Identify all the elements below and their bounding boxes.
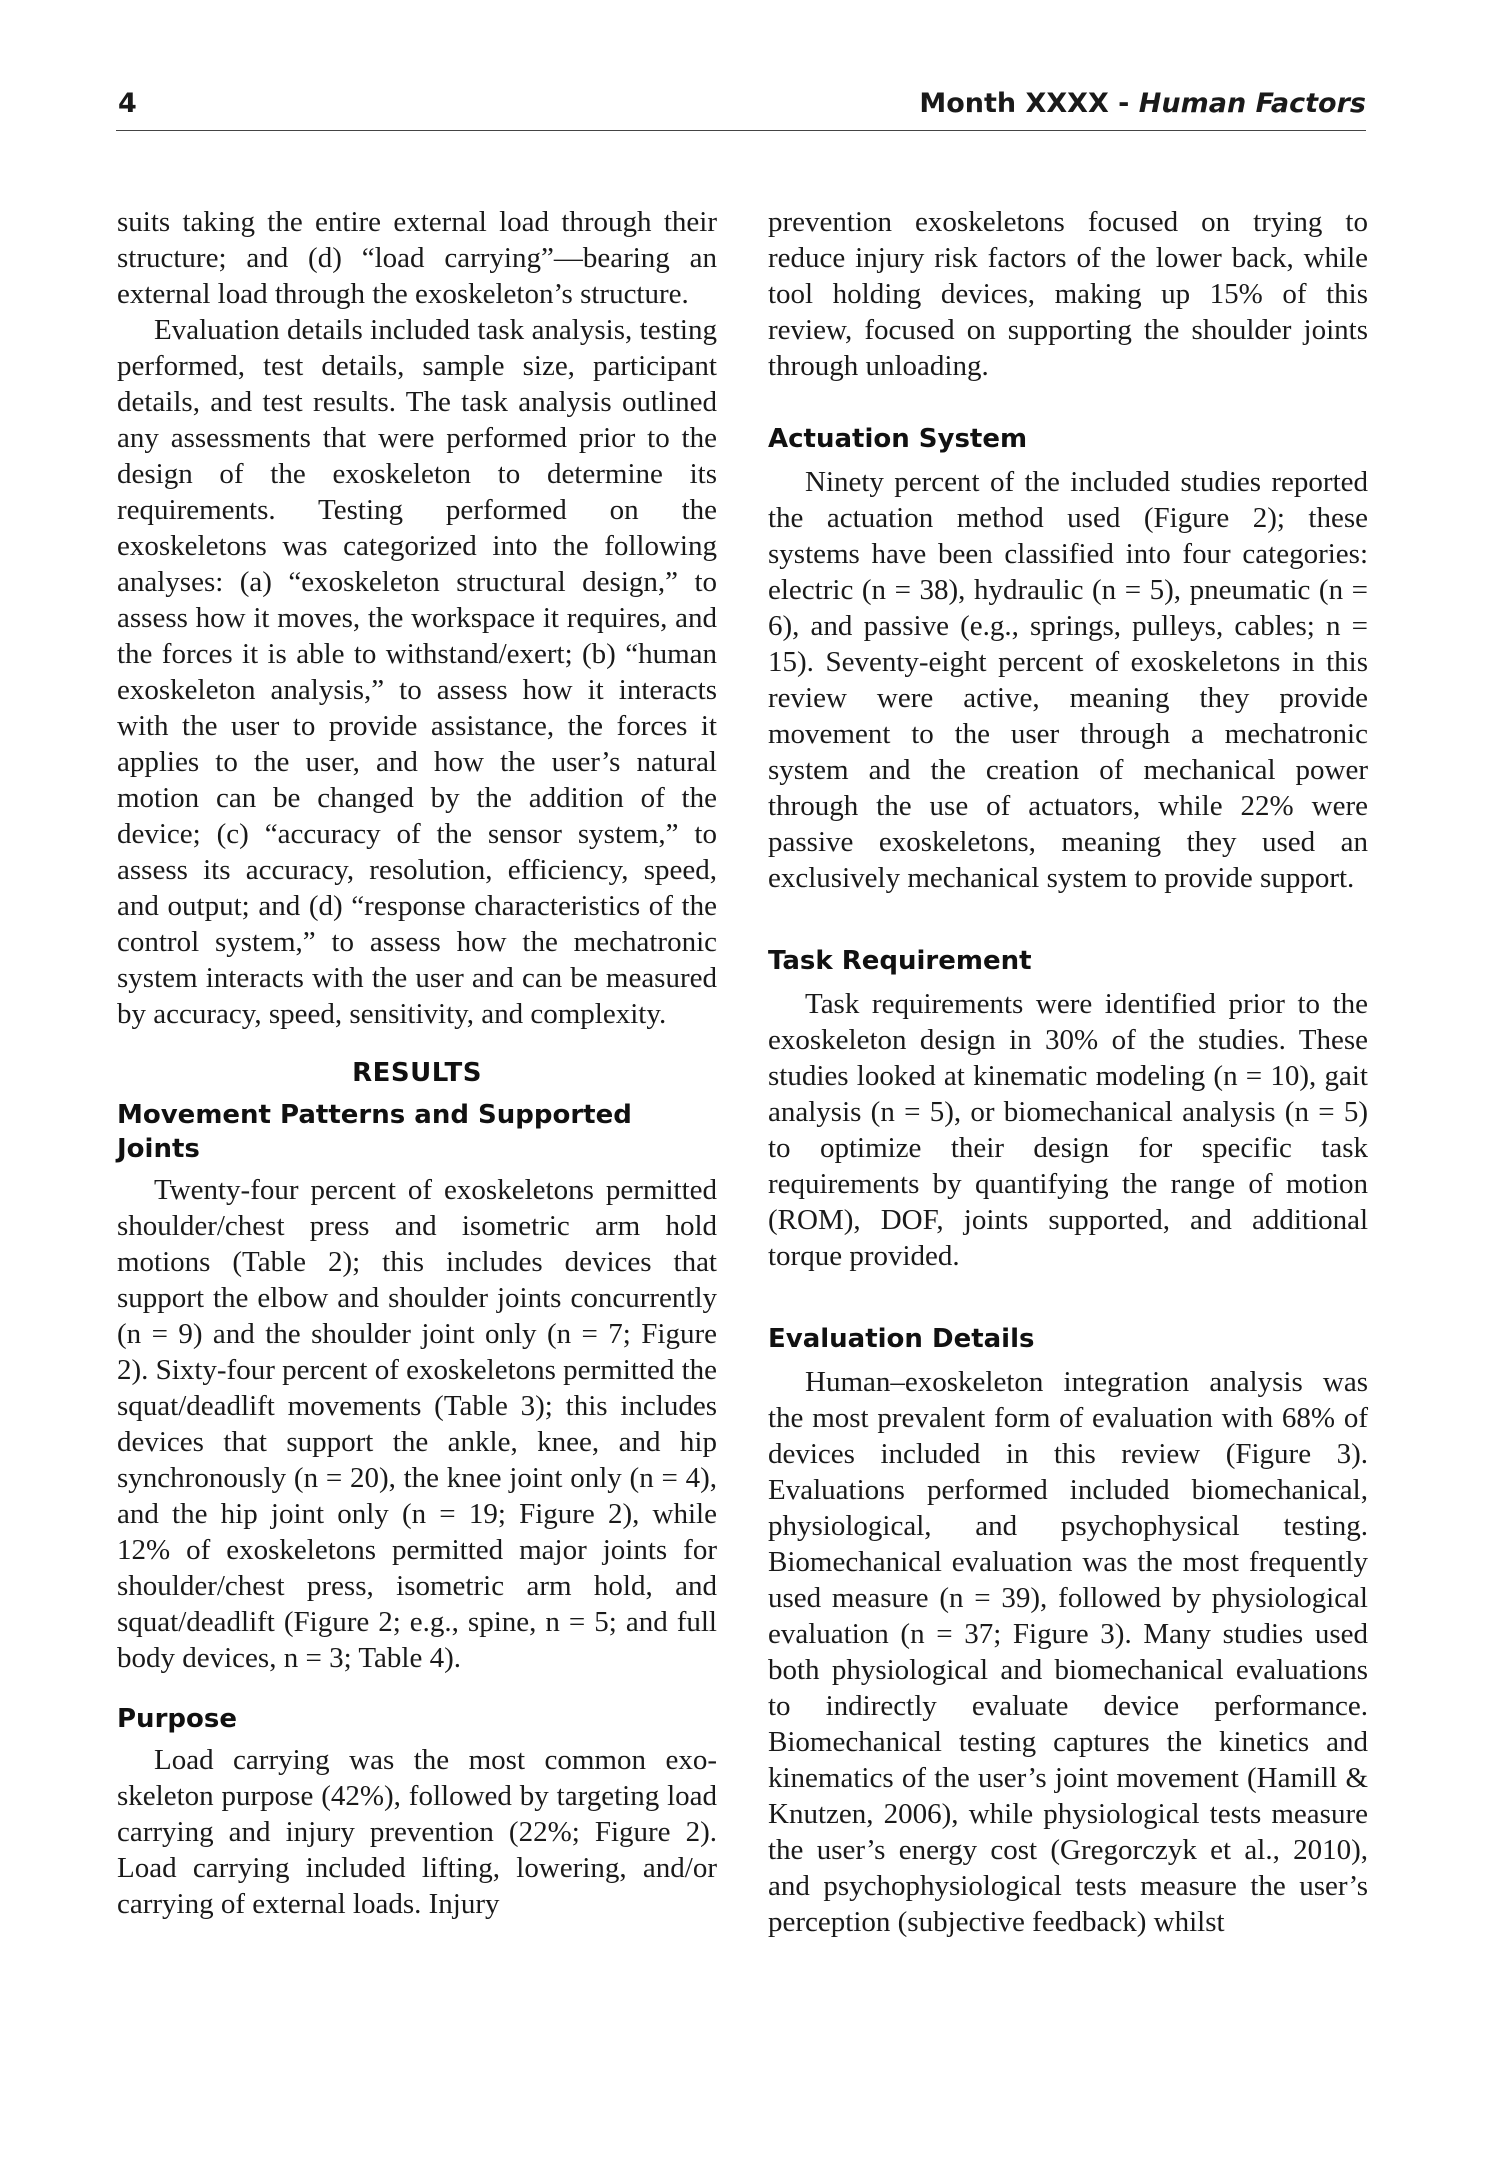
left-column bbox=[117, 204, 717, 1922]
paragraph-actuation-system: Ninety percent of the included studies reported the actuation method used (Figure 2); these systems have been classified into four categories: electric (n = 38), hydraulic (n = 5), pneumatic (n = 6), and passive (e.g., springs, pulleys, cables; n = 15). Seventy-eight percent of exoskeletons in this review were active, meaning they provide movement to the user through a mechatronic system and the creation of mechanical power through the use of actuators, while 22% were passive exoskeletons, meaning they used an exclusively mechanical system to provide support. bbox=[768, 466, 1368, 894]
journal-name: Human Factors bbox=[1138, 88, 1366, 119]
task-requirement-heading: Task Requirement bbox=[768, 946, 1032, 976]
running-header bbox=[116, 86, 1366, 131]
evaluation-details-heading: Evaluation Details bbox=[768, 1324, 1035, 1354]
right-column bbox=[768, 204, 1368, 1940]
paragraph-continued: suits taking the entire external load through their structure; and (d) “load carrying”—bearing an external load through the exoskeleton’s structure. bbox=[117, 206, 717, 310]
paragraph-purpose: Load carrying was the most common exoskeleton purpose (42%), followed by targeting load carrying and injury prevention (22%; Figure 2). Load carrying included lifting, lowering, and/or carrying of external loads. Injury bbox=[117, 1744, 717, 1920]
paragraph-movement-patterns: Twenty-four percent of exoskeletons permitted shoulder/chest press and isometric arm hold motions (Table 2); this includes devices that support the elbow and shoulder joints concurrently (n = 9) and the shoulder joint only (n = 7; Figure 2). Sixty-four percent of exoskeletons permitted the squat/deadlift movements (Table 3); this includes devices that support the ankle, knee, and hip synchronously (n = 20), the knee joint only (n = 4), and the hip joint only (n = 19; Figure 2), while 12% of exoskeletons permitted major joints for shoulder/chest press, isometric arm hold, and squat/deadlift (Figure 2; e.g., spine, n = 5; and full body devices, n = 3; Table 4). bbox=[117, 1174, 717, 1674]
paragraph-evaluation-details-results: Human–exoskeleton integration analysis was the most prevalent form of evaluation with 68% of devices included in this review (Figure 3). Evaluations performed included biomechanical, physiological, and psychophysical testing. Biomechanical evaluation was the most frequently used measure (n = 39), followed by physiological evaluation (n = 37; Figure 3). Many studies used both physiological and biomechanical evaluations to indirectly evaluate device performance. Biomechanical testing captures the kinetics and kinematics of the user’s joint movement (Hamill & Knutzen, 2006), while physiological tests measure the user’s energy cost (Gregorczyk et al., 2010), and psychophysiological tests measure the user’s perception (subjective feedback) whilst bbox=[768, 1366, 1368, 1938]
results-heading: RESULTS bbox=[352, 1058, 482, 1088]
paragraph-evaluation-details: Evaluation details included task analysis, testing performed, test details, sample size, participant details, and test results. The task analysis outlined any assessments that were performed prior to the design of the exoskeleton to determine its requirements. Testing performed on the exoskeletons was categorized into the following analyses: (a) “exoskeleton structural design,” to assess how it moves, the workspace it requires, and the forces it is able to withstand/exert; (b) “human exoskeleton analysis,” to assess how it interacts with the user to provide assistance, the forces it applies to the user, and how the user’s natural motion can be changed by the addition of the device; (c) “accuracy of the sensor system,” to assess its accuracy, resolution, efficiency, speed, and output; and (d) “response characteristics of the control system,” to assess how the mechatronic system interacts with the user and can be measured by accuracy, speed, sensitivity, and complexity. bbox=[117, 314, 717, 1030]
journal-prefix: Month XXXX - bbox=[919, 88, 1139, 119]
actuation-system-heading: Actuation System bbox=[768, 424, 1028, 454]
page-number: 4 bbox=[118, 88, 137, 119]
movement-patterns-heading: Movement Patterns and Supported Joints bbox=[117, 1100, 632, 1164]
paragraph-continued-purpose: prevention exoskeletons focused on trying to reduce injury risk factors of the lower back, while tool holding devices, making up 15% of this review, focused on supporting the shoulder joints through unloading. bbox=[768, 206, 1368, 382]
journal-title bbox=[919, 88, 1366, 119]
purpose-heading: Purpose bbox=[117, 1704, 237, 1734]
paragraph-task-requirement: Task requirements were identified prior to the exoskeleton design in 30% of the studies. These studies looked at kinematic modeling (n = 10), gait analysis (n = 5), or biomechanical analysis (n = 5) to optimize their design for specific task requirements by quantifying the range of motion (ROM), DOF, joints supported, and additional torque provided. bbox=[768, 988, 1368, 1272]
